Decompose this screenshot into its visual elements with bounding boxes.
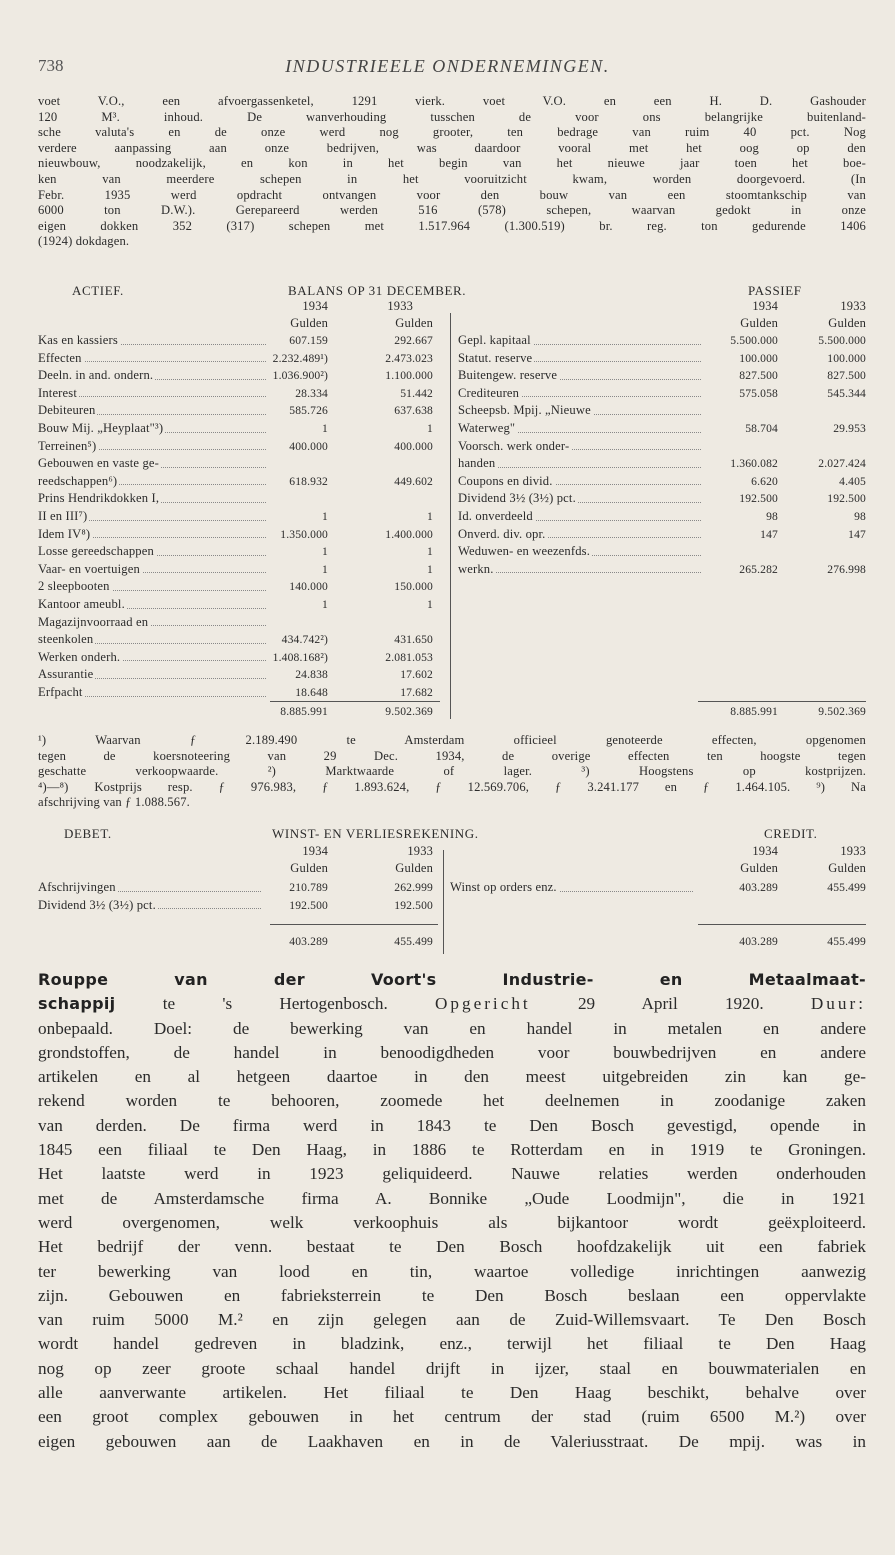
balance-title-row	[38, 283, 866, 300]
row-value-1934: 265.282	[739, 562, 778, 576]
running-head: INDUSTRIEELE ONDERNEMINGEN.	[285, 56, 610, 76]
row-value-1933: 51.442	[400, 386, 433, 400]
row-value-1933: 262.999	[394, 881, 433, 894]
debit-unit-1934: Gulden	[290, 861, 328, 875]
column-divider	[443, 850, 444, 954]
row-label	[38, 544, 268, 560]
row-label	[38, 386, 268, 402]
row-label-text: handen	[458, 456, 496, 471]
debit-total-1933: 455.499	[394, 935, 433, 948]
row-label	[38, 898, 263, 914]
company-body-line: wordt handel gedreven in bladzink, enz., terwijl het filiaal te Den Haag	[38, 1334, 866, 1354]
column-divider	[450, 313, 451, 719]
row-label-text: Idem IV⁸)	[38, 526, 91, 541]
row-value-1934: 2.232.489¹)	[272, 351, 328, 365]
row-value-1933: 637.638	[394, 404, 433, 418]
row-value-1933: 545.344	[827, 386, 866, 400]
row-label-text: Dividend 3½ (3½) pct.	[38, 897, 156, 912]
row-value-1934: 140.000	[289, 580, 328, 594]
company-body-line: een groot complex gebouwen in het centrum der stad (ruim 6500 M.²) over	[38, 1407, 866, 1427]
row-value-1934: 1.036.900²)	[272, 369, 328, 383]
row-label	[38, 650, 268, 666]
company-body	[38, 1017, 866, 1454]
row-value-1933: 100.000	[827, 351, 866, 365]
row-label-text: Gepl. kapitaal	[458, 333, 531, 347]
row-label	[458, 368, 703, 384]
row-label-text: steenkolen	[38, 632, 94, 647]
row-label	[458, 351, 703, 367]
profit-loss-account	[38, 844, 866, 964]
company-body-line: artikelen en al hetgeen daartoe in den meest uitgebreiden zin kan ge-	[38, 1067, 866, 1087]
row-label	[38, 527, 268, 543]
company-body-line: Het bedrijf der venn. bestaat te Den Bosch hoofdzakelijk uit een fabriek	[38, 1237, 866, 1257]
pl-title-right: CREDIT.	[764, 826, 818, 841]
row-label-text: Crediteuren	[458, 385, 520, 400]
company-body-line: onbepaald. Doel: de bewerking van en handel in metalen en andere	[38, 1018, 866, 1038]
row-label-text: Id. onverdeeld	[458, 509, 533, 523]
row-value-1934: 24.838	[295, 668, 328, 682]
row-label-text: reedschappen⁶)	[38, 473, 118, 488]
opgericht-value: 29 April 1920.	[530, 994, 811, 1014]
row-label	[38, 456, 268, 472]
credit-unit-1934: Gulden	[740, 861, 778, 875]
row-value-1934: 210.789	[289, 881, 328, 894]
credit-total-1934: 403.289	[739, 935, 778, 948]
row-value-1934: 1	[322, 562, 328, 576]
company-body-line: grondstoffen, de handel in benoodigdheden voor bouwbedrijven en andere	[38, 1042, 866, 1062]
row-label-text: Prins Hendrikdokken I,	[38, 491, 160, 506]
balance-title-center: BALANS OP 31 DECEMBER.	[288, 283, 467, 298]
row-value-1933: 1.100.000	[385, 369, 433, 383]
balance-title-right: PASSIEF	[748, 283, 802, 298]
row-label	[38, 579, 268, 595]
row-label-text: 2 sleepbooten	[38, 579, 110, 594]
liab-unit-1934: Gulden	[740, 316, 778, 330]
debit-year-1933: 1933	[407, 844, 433, 858]
row-label-text: Werken onderh.	[38, 649, 121, 664]
row-label-text: Statut. reserve	[458, 350, 533, 365]
row-label-text: Winst op orders enz.	[450, 880, 557, 894]
row-label	[38, 597, 268, 613]
row-label	[38, 403, 268, 419]
assets-total-1934: 8.885.991	[280, 705, 328, 718]
footnote-line: geschatte verkoopwaarde. ²) Marktwaarde of lager. ³) Hoogstens op kostprijzen.	[38, 764, 866, 779]
assets-unit-1934: Gulden	[290, 316, 328, 330]
intro-line: sche valuta's en de onze werd nog grooter, ten bedrage van ruim 40 pct. Nog	[38, 125, 866, 140]
intro-line: Febr. 1935 werd opdracht ontvangen voor den bouw van een stoomtankschip van	[38, 187, 866, 202]
row-value-1933: 5.500.000	[818, 334, 866, 347]
row-label	[458, 439, 703, 455]
row-value-1933: 98	[854, 510, 866, 523]
debit-total-rule	[270, 924, 438, 925]
row-value-1933: 400.000	[394, 439, 433, 453]
row-value-1934: 5.500.000	[730, 334, 778, 347]
footnote-line: ¹) Waarvan ƒ 2.189.490 te Amsterdam officieel genoteerde effecten, opgenomen	[38, 733, 866, 747]
assets-unit-1933: Gulden	[395, 316, 433, 330]
row-label-text: Kantoor ameubl.	[38, 597, 125, 611]
row-value-1933: 192.500	[394, 898, 433, 912]
row-label	[38, 368, 268, 384]
row-label-text: Losse gereedschappen	[38, 544, 154, 559]
row-label	[458, 562, 703, 578]
company-body-line: met de Amsterdamsche firma A. Bonnike „Oude Loodmijn", die in 1921	[38, 1188, 866, 1208]
company-body-line: 1845 een filiaal te Den Haag, in 1886 te Rotterdam en in 1919 te Groningen.	[38, 1140, 866, 1160]
liab-total-1933: 9.502.369	[818, 705, 866, 718]
row-value-1934: 618.932	[289, 474, 328, 488]
row-label-text: Waterweg"	[458, 421, 516, 435]
row-label	[38, 474, 268, 490]
row-label-text: werkn.	[458, 561, 494, 576]
row-value-1933: 192.500	[827, 492, 866, 506]
row-label-text: Onverd. div. opr.	[458, 526, 546, 541]
row-value-1934: 192.500	[289, 898, 328, 912]
row-value-1933: 449.602	[394, 474, 433, 488]
row-value-1933: 1	[427, 422, 433, 435]
liab-total-rule	[698, 701, 866, 702]
row-value-1933: 455.499	[827, 881, 866, 894]
company-body-line: Het laatste werd in 1923 geliquideerd. Nauwe relaties werden onderhouden	[38, 1164, 866, 1184]
row-value-1933: 1	[427, 510, 433, 523]
pl-title-left: DEBET.	[64, 826, 112, 841]
row-value-1933: 1.400.000	[385, 527, 433, 541]
row-label-text: Bouw Mij. „Heyplaat"³)	[38, 421, 164, 435]
row-value-1934: 1	[322, 598, 328, 611]
row-value-1934: 1	[322, 545, 328, 559]
row-value-1933: 2.027.424	[818, 457, 866, 471]
pl-title-row	[38, 826, 866, 843]
row-value-1934: 147	[760, 527, 778, 541]
row-value-1934: 1	[322, 510, 328, 523]
row-value-1934: 1	[322, 422, 328, 435]
row-value-1934: 100.000	[739, 351, 778, 365]
row-value-1933: 2.081.053	[385, 650, 433, 664]
balance-sheet	[38, 299, 866, 719]
row-value-1933: 29.953	[833, 422, 866, 435]
footnote-line: afschrijving van ƒ 1.088.567.	[38, 795, 190, 810]
row-label	[450, 880, 695, 896]
row-label	[38, 491, 268, 507]
row-value-1934: 6.620	[751, 474, 778, 488]
row-label-text: II en III⁷)	[38, 509, 88, 523]
row-label	[458, 421, 703, 437]
row-label-text: Gebouwen en vaste ge-	[38, 456, 159, 471]
row-label-text: Assurantie	[38, 667, 94, 682]
row-value-1934: 827.500	[739, 369, 778, 383]
row-label	[38, 509, 268, 525]
row-value-1934: 28.334	[295, 386, 328, 400]
credit-year-1933: 1933	[840, 844, 866, 858]
company-name-end: schappij	[38, 994, 116, 1014]
row-label-text: Effecten	[38, 350, 82, 365]
company-body-line: van derden. De firma werd in 1843 te Den Bosch gevestigd, opende in	[38, 1115, 866, 1135]
row-label	[458, 544, 703, 560]
pl-title-center: WINST- EN VERLIESREKENING.	[272, 826, 479, 841]
row-label-text: Deeln. in and. ondern.	[38, 368, 154, 383]
intro-line: 120 M³. inhoud. De wanverhouding tusschen de voor ons belangrijke buitenland-	[38, 109, 866, 124]
assets-year-1934: 1934	[302, 299, 328, 313]
company-name: Rouppe van der Voort's Industrie- en Metaalmaat-	[38, 970, 866, 989]
row-label	[38, 632, 268, 648]
row-value-1933: 292.667	[394, 334, 433, 347]
row-label	[38, 880, 263, 896]
row-value-1933: 827.500	[827, 369, 866, 383]
row-value-1933: 1	[427, 562, 433, 576]
row-label-text: Weduwen- en weezenfds.	[458, 544, 591, 559]
row-label-text: Afschrijvingen	[38, 880, 116, 894]
intro-line: nieuwbouw, noodzakelijk, en kon in het begin van het nieuwe jaar toen het boe-	[38, 156, 866, 171]
row-label	[38, 562, 268, 578]
company-body-line: eigen gebouwen aan de Laakhaven en in de Valeriusstraat. De mpij. was in	[38, 1431, 866, 1451]
row-value-1933: 431.650	[394, 633, 433, 647]
credit-unit-1933: Gulden	[828, 861, 866, 875]
row-label	[458, 386, 703, 402]
intro-line: ken van meerdere schepen in het vooruitzicht kwam, worden doorgevoerd. (In	[38, 171, 866, 186]
row-value-1934: 1.350.000	[280, 527, 328, 541]
assets-total-rule	[270, 701, 440, 702]
debit-total-1934: 403.289	[289, 935, 328, 948]
row-value-1934: 434.742²)	[281, 633, 328, 647]
row-label-text: Vaar- en voertuigen	[38, 561, 140, 576]
row-value-1933: 17.602	[400, 668, 433, 682]
company-body-line: alle aanverwante artikelen. Het filiaal te Den Haag beschikt, behalve over	[38, 1383, 866, 1403]
row-value-1934: 18.648	[295, 686, 328, 699]
row-label	[38, 333, 268, 349]
row-value-1933: 1	[427, 545, 433, 559]
page-header	[38, 56, 857, 80]
company-heading-line	[38, 992, 866, 1016]
credit-total-rule	[698, 924, 866, 925]
credit-year-1934: 1934	[752, 844, 778, 858]
liab-year-1933: 1933	[840, 299, 866, 313]
debit-year-1934: 1934	[302, 844, 328, 858]
row-value-1933: 276.998	[827, 562, 866, 576]
row-label	[38, 685, 268, 701]
row-value-1934: 98	[766, 510, 778, 523]
company-entry	[38, 968, 866, 1454]
company-body-line: werd overgenomen, welk verkoophuis als bijkantoor wordt geëxploiteerd.	[38, 1212, 866, 1232]
company-body-line: rekend worden te behooren, zoomede het deelnemen in zoodanige zaken	[38, 1091, 866, 1111]
row-label	[458, 456, 703, 472]
row-label-text: Debiteuren	[38, 403, 96, 418]
row-label	[458, 527, 703, 543]
debit-unit-1933: Gulden	[395, 861, 433, 875]
credit-total-1933: 455.499	[827, 935, 866, 948]
row-value-1934: 400.000	[289, 439, 328, 453]
row-label-text: Magazijnvoorraad en	[38, 614, 149, 629]
intro-paragraph	[38, 94, 866, 250]
intro-line: 6000 ton D.W.). Gerepareerd werden 516 (578) schepen, waarvan gedokt in onze	[38, 203, 866, 218]
row-value-1934: 1.360.082	[730, 457, 778, 471]
company-heading-line	[38, 968, 866, 992]
liab-year-1934: 1934	[752, 299, 778, 313]
intro-line: verdere aanpassing aan onze bedrijven, was daardoor vooral met het oog op den	[38, 140, 866, 155]
assets-year-1933: 1933	[387, 299, 413, 313]
row-label	[38, 351, 268, 367]
row-value-1933: 2.473.023	[385, 351, 433, 365]
row-label	[38, 667, 268, 683]
row-label-text: Coupons en divid.	[458, 473, 553, 488]
row-label	[458, 474, 703, 490]
company-seat: te 's Hertogenbosch.	[115, 994, 435, 1014]
duur-label: Duur:	[810, 994, 866, 1014]
row-value-1934: 607.159	[289, 334, 328, 347]
balance-title-left: ACTIEF.	[72, 283, 124, 298]
intro-line: voet V.O., een afvoergassenketel, 1291 vierk. voet V.O. en een H. D. Gashouder	[38, 94, 866, 108]
row-value-1933: 147	[848, 527, 866, 541]
row-value-1933: 150.000	[394, 580, 433, 594]
row-value-1934: 1.408.168²)	[272, 650, 328, 664]
company-body-line: zijn. Gebouwen en fabrieksterrein te Den Bosch beslaan een oppervlakte	[38, 1285, 866, 1305]
row-value-1933: 4.405	[839, 474, 866, 488]
row-value-1934: 58.704	[745, 422, 778, 435]
row-label	[458, 491, 703, 507]
intro-line: eigen dokken 352 (317) schepen met 1.517.964 (1.300.519) br. reg. ton gedurende 1406	[38, 218, 866, 233]
row-label-text: Terreinen⁵)	[38, 438, 97, 453]
intro-line: (1924) dokdagen.	[38, 234, 130, 249]
row-label	[458, 333, 703, 349]
row-label	[38, 615, 268, 631]
company-body-line: van ruim 5000 M.² en zijn gelegen aan de Zuid-Willemsvaart. Te Den Bosch	[38, 1310, 866, 1330]
row-value-1934: 403.289	[739, 881, 778, 894]
row-label-text: Dividend 3½ (3½) pct.	[458, 491, 576, 506]
row-label	[38, 421, 268, 437]
assets-total-1933: 9.502.369	[385, 705, 433, 718]
liab-unit-1933: Gulden	[828, 316, 866, 330]
row-label-text: Interest	[38, 385, 77, 400]
row-label-text: Kas en kassiers	[38, 333, 118, 347]
row-value-1934: 575.058	[739, 386, 778, 400]
page-number: 738	[38, 56, 64, 75]
company-body-line: ter bewerking van lood en tin, waartoe volledige inrichtingen aanwezig	[38, 1261, 866, 1281]
row-value-1933: 1	[427, 598, 433, 611]
footnote-line: tegen de koersnoteering van 29 Dec. 1934, de overige effecten ten hoogste tegen	[38, 748, 866, 763]
row-label-text: Buitengew. reserve	[458, 368, 558, 383]
row-value-1934: 192.500	[739, 492, 778, 506]
row-value-1933: 17.682	[400, 686, 433, 699]
row-label	[458, 509, 703, 525]
row-label-text: Voorsch. werk onder-	[458, 438, 570, 453]
row-value-1934: 585.726	[289, 404, 328, 418]
row-label	[38, 439, 268, 455]
company-body-line: nog op zeer groote schaal handel drijft in ijzer, staal en bouwmaterialen en	[38, 1358, 866, 1378]
liab-total-1934: 8.885.991	[730, 705, 778, 718]
row-label	[458, 403, 703, 419]
footnote-line: ⁴)—⁸) Kostprijs resp. ƒ 976.983, ƒ 1.893.624, ƒ 12.569.706, ƒ 3.241.177 en ƒ 1.464.105. ⁹) Na	[38, 779, 866, 794]
opgericht-label: Opgericht	[434, 994, 531, 1014]
row-label-text: Scheepsb. Mpij. „Nieuwe	[458, 403, 591, 418]
row-label-text: Erfpacht	[38, 685, 83, 699]
balance-footnotes	[38, 733, 866, 811]
